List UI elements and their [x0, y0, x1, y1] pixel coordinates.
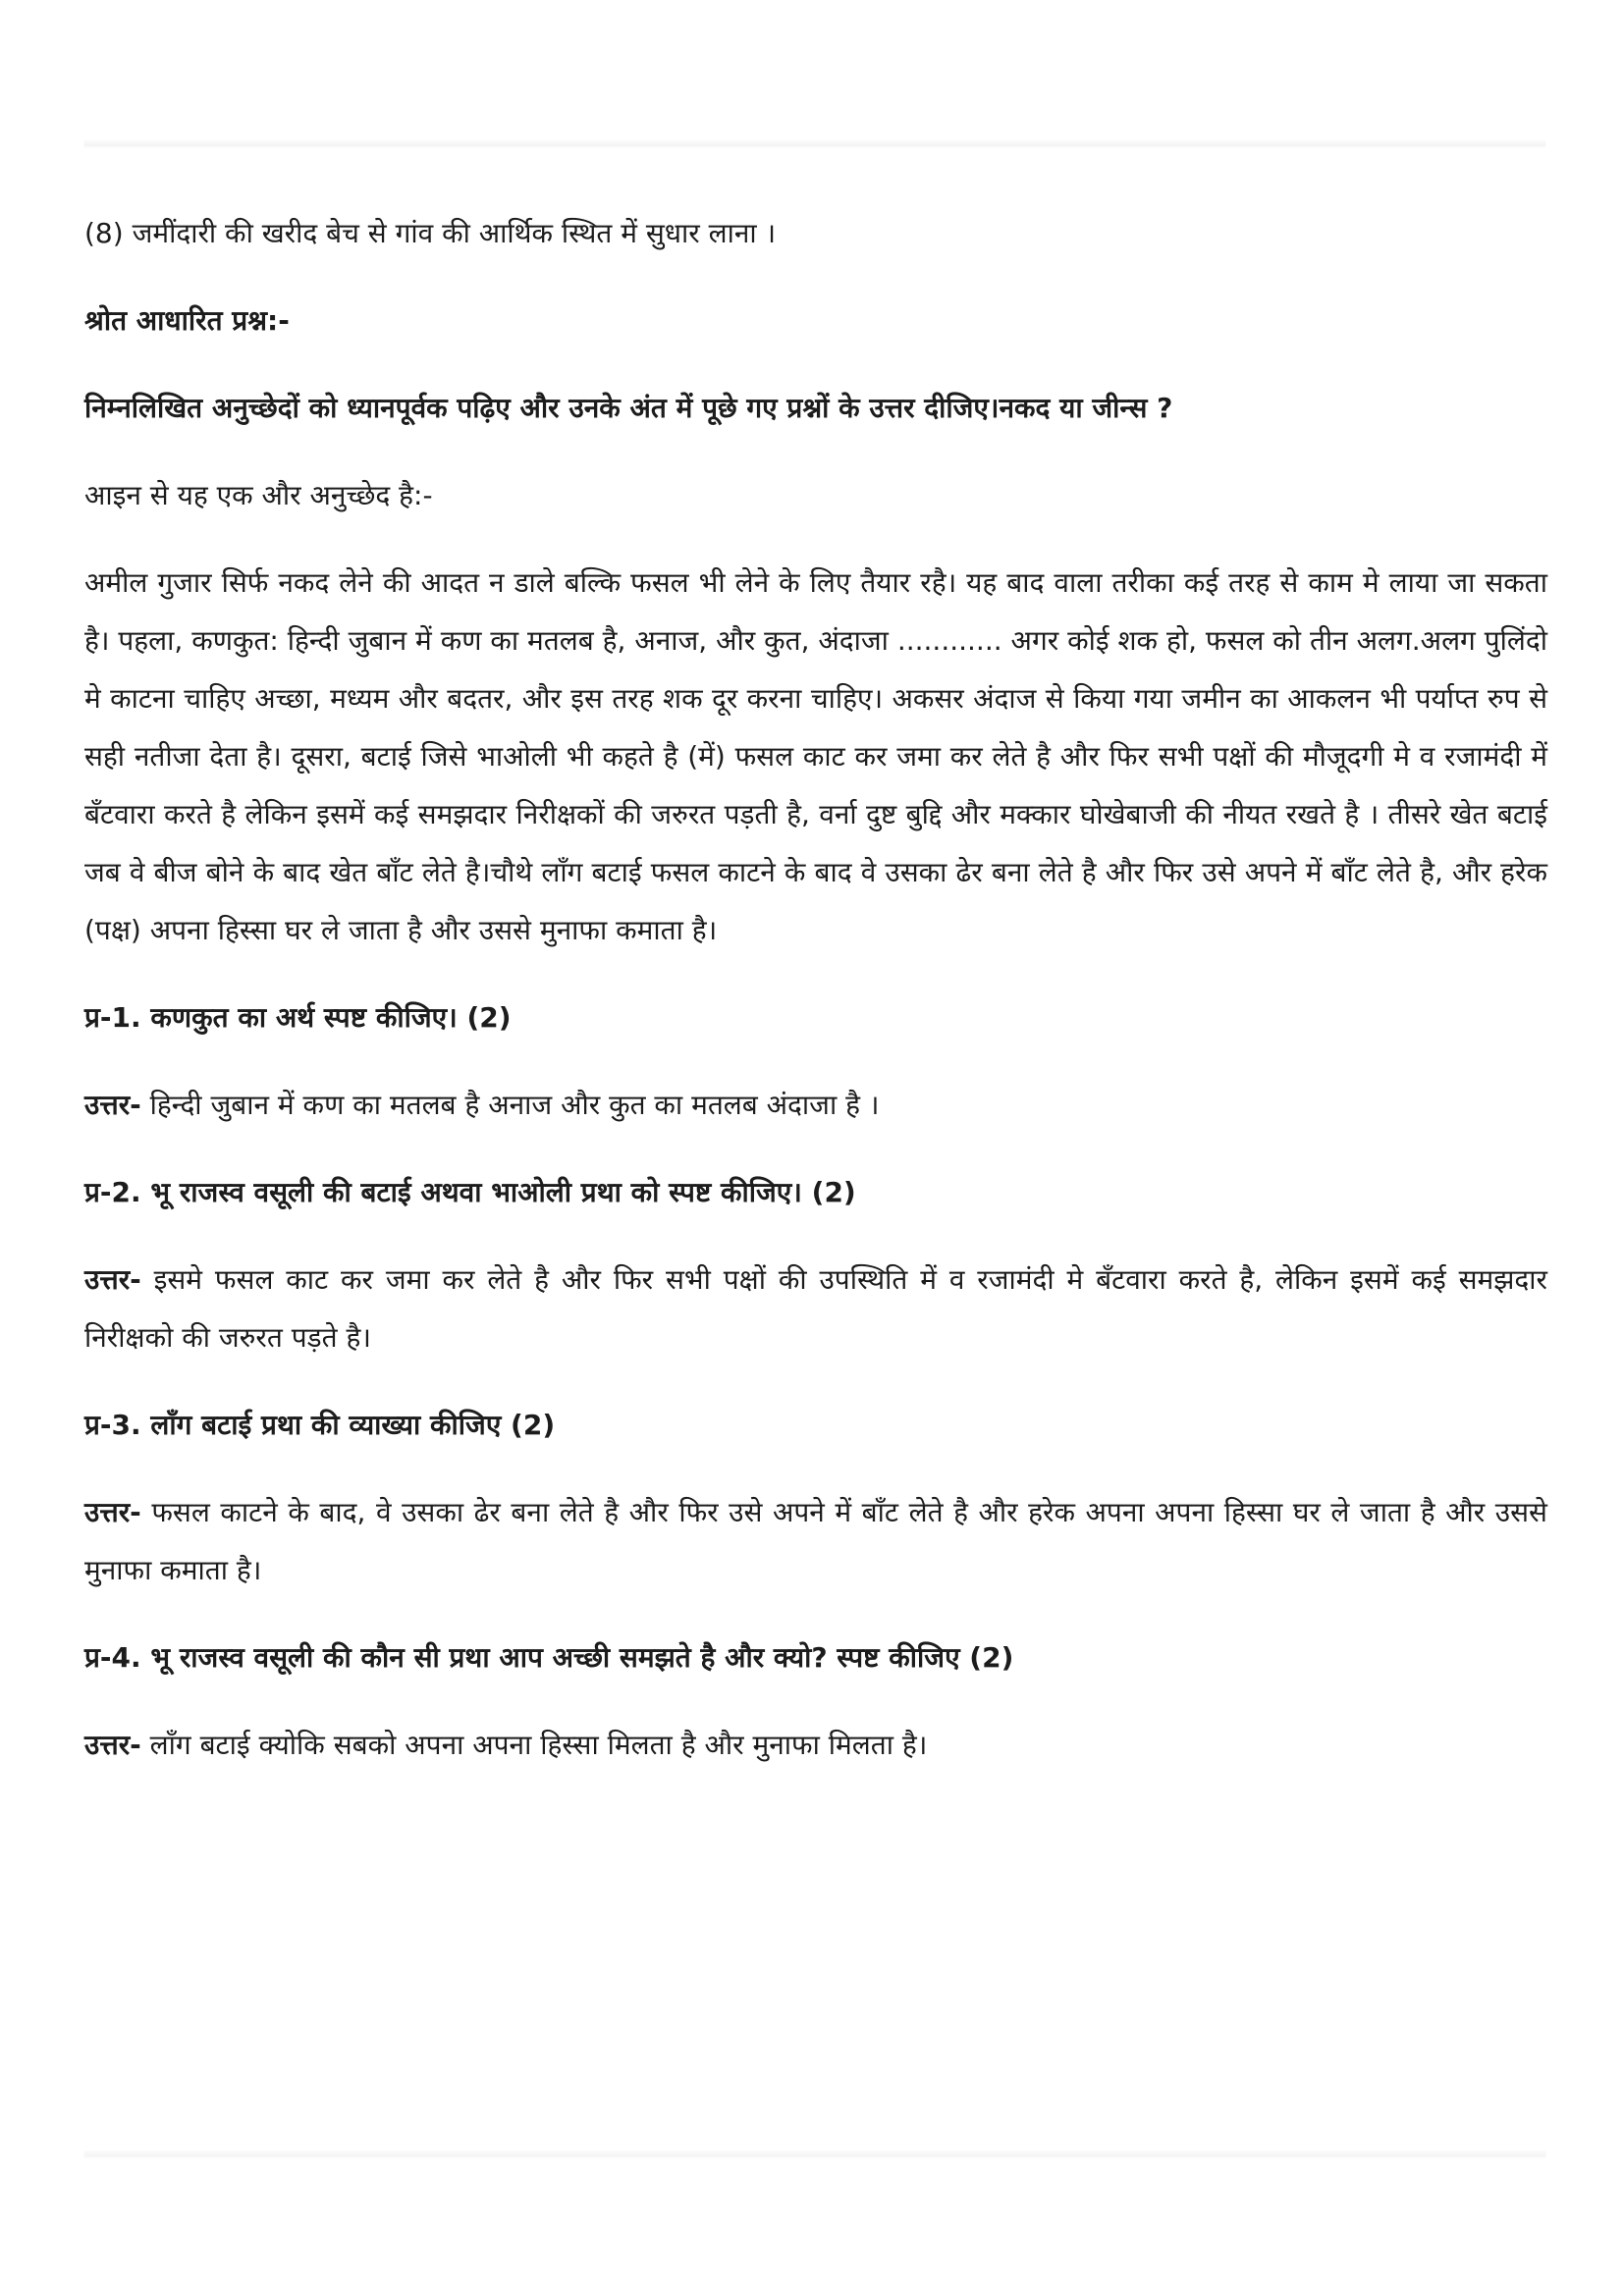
passage-intro: आइन से यह एक और अनुच्छेद है:-	[84, 479, 433, 511]
answer-3	[84, 1483, 1547, 1599]
list-point-8: (8) जमींदारी की खरीद बेच से गांव की आर्थिक स्थित में सुधार लाना ।	[84, 217, 777, 249]
answer-4	[84, 1716, 1547, 1774]
answer-label: उत्तर-	[84, 1496, 141, 1528]
bottom-divider	[84, 2151, 1545, 2157]
document-body	[84, 204, 1547, 1803]
answer-label: उत्तर-	[84, 1263, 141, 1296]
source-passage: अमील गुजार सिर्फ नकद लेने की आदत न डाले बल्कि फसल भी लेने के लिए तैयार रहै। यह बाद वाला तरीका कई तरह से काम मे लाया जा सकता है। पहला, कणकुत: हिन्दी जुबान में कण का मतलब है, अनाज, और कुत, अंदाजा ............ अगर कोई शक हो, फसल को तीन अलग.अलग पुलिंदो मे काटना चाहिए अच्छा, मध्यम और बदतर, और इस तरह शक दूर करना चाहिए। अकसर अंदाज से किया गया जमीन का आकलन भी पर्याप्त रुप से सही नतीजा देता है। दूसरा, बटाई जिसे भाओली भी कहते है (में) फसल काट कर जमा कर लेते है और फिर सभी पक्षों की मौजूदगी मे व रजामंदी में बँटवारा करते है लेकिन इसमें कई समझदार निरीक्षकों की जरुरत पड़ती है, वर्ना दुष्ट बुद्दि और मक्कार घोखेबाजी की नीयत रखते है । तीसरे खेत बटाई जब वे बीज बोने के बाद खेत बाँट लेते है।चौथे लाँग बटाई फसल काटने के बाद वे उसका ढेर बना लेते है और फिर उसे अपने में बाँट लेते है, और हरेक (पक्ष) अपना हिस्सा घर ले जाता है और उससे मुनाफा कमाता है।	[84, 566, 1547, 946]
answer-text: लाँग बटाई क्योकि सबको अपना अपना हिस्सा मिलता है और मुनाफा मिलता है।	[140, 1729, 928, 1761]
question-1: प्र-1. कणकुत का अर्थ स्पष्ट कीजिए। (2)	[84, 1001, 512, 1034]
question-4: प्र-4. भू राजस्व वसूली की कौन सी प्रथा आप अच्छी समझते है और क्यो? स्पष्ट कीजिए (2)	[84, 1641, 1014, 1674]
section-heading: श्रोत आधारित प्रश्न:-	[84, 304, 290, 337]
answer-label: उत्तर-	[84, 1729, 141, 1761]
answer-text: फसल काटने के बाद, वे उसका ढेर बना लेते है और फिर उसे अपने में बाँट लेते है और हरेक अपना अपना हिस्सा घर ले जाता है और उससे मुनाफा कमाता है।	[84, 1496, 1547, 1586]
answer-1	[84, 1076, 1547, 1134]
question-2: प्र-2. भू राजस्व वसूली की बटाई अथवा भाओली प्रथा को स्पष्ट कीजिए। (2)	[84, 1176, 856, 1208]
top-divider	[84, 140, 1545, 146]
question-3: प्र-3. लाँग बटाई प्रथा की व्याख्या कीजिए (2)	[84, 1409, 556, 1441]
instruction-text: निम्नलिखित अनुच्छेदों को ध्यानपूर्वक पढ़िए और उनके अंत में पूछे गए प्रश्नों के उत्तर दीजिए।नकद या जीन्स ?	[84, 392, 1173, 424]
answer-text: हिन्दी जुबान में कण का मतलब है अनाज और कुत का मतलब अंदाजा है ।	[140, 1089, 880, 1121]
answer-label: उत्तर-	[84, 1089, 141, 1121]
answer-2	[84, 1251, 1547, 1366]
answer-text: इसमे फसल काट कर जमा कर लेते है और फिर सभी पक्षों की उपस्थिति में व रजामंदी मे बँटवारा करते है, लेकिन इसमें कई समझदार निरीक्षको की जरुरत पड़ते है।	[84, 1263, 1547, 1354]
